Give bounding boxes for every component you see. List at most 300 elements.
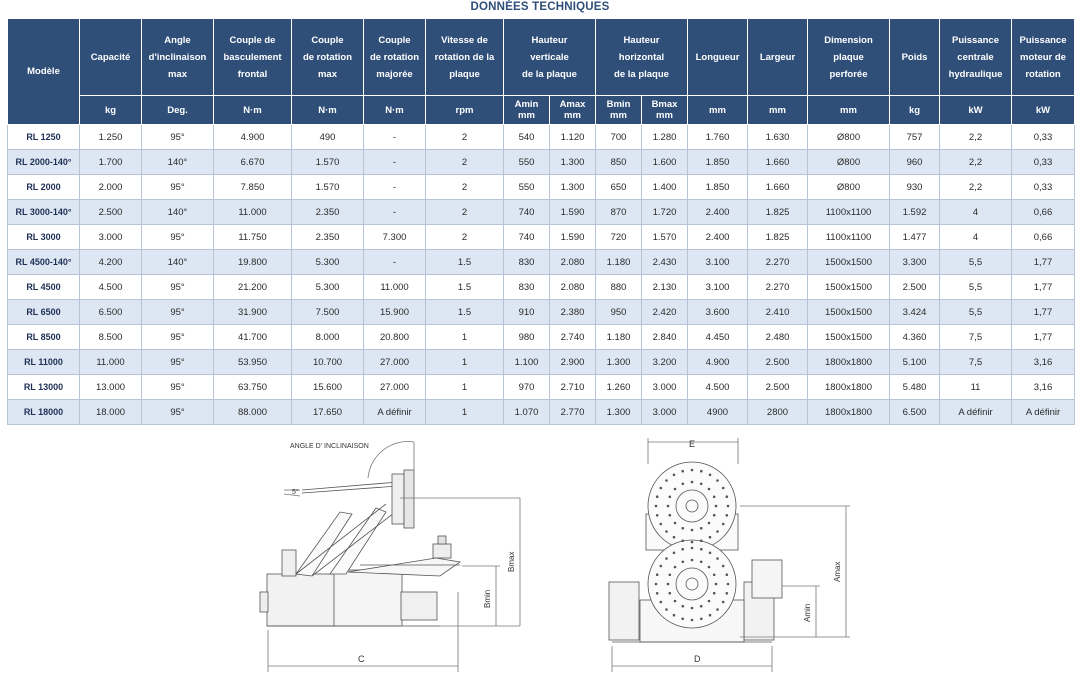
- table-cell: 1.570: [292, 150, 364, 175]
- table-cell: 11: [940, 375, 1012, 400]
- bolt-hole: [655, 505, 658, 508]
- bolt-hole: [673, 552, 676, 555]
- table-cell: 17.650: [292, 400, 364, 425]
- table-cell: 960: [890, 150, 940, 175]
- table-cell: 1.300: [550, 150, 596, 175]
- table-cell: 930: [890, 175, 940, 200]
- column-header-line: max: [167, 68, 187, 80]
- table-cell: 1.070: [504, 400, 550, 425]
- table-cell: 1.590: [550, 200, 596, 225]
- table-cell: 5,5: [940, 300, 1012, 325]
- column-header-line: Vitesse de: [441, 34, 488, 46]
- unit-header: Bmax mm: [642, 96, 688, 125]
- unit-header: kW: [940, 96, 1012, 125]
- unit-header: Bmin mm: [596, 96, 642, 125]
- table-cell: 970: [504, 375, 550, 400]
- angle-label: ANGLE D' INCLINAISON: [290, 443, 369, 450]
- table-row: [8, 150, 1075, 175]
- column-header-line: Hauteur: [531, 34, 568, 46]
- model-cell: RL 1250: [8, 125, 80, 150]
- table-cell: 7,5: [940, 325, 1012, 350]
- table-cell: 140°: [142, 150, 214, 175]
- table-cell: -: [364, 175, 426, 200]
- table-cell: 757: [890, 125, 940, 150]
- table-cell: 21.200: [214, 275, 292, 300]
- table-cell: A définir: [940, 400, 1012, 425]
- bolt-hole: [726, 592, 729, 595]
- table-cell: Ø800: [808, 175, 890, 200]
- bolt-hole: [709, 552, 712, 555]
- unit-header: kg: [890, 96, 940, 125]
- table-cell: 2.480: [748, 325, 808, 350]
- table-cell: 0,33: [1012, 175, 1075, 200]
- table-cell: 1.660: [748, 175, 808, 200]
- table-cell: 31.900: [214, 300, 292, 325]
- table-cell: 1.760: [688, 125, 748, 150]
- table-cell: 2.270: [748, 250, 808, 275]
- table-cell: 910: [504, 300, 550, 325]
- table-cell: 1500x1500: [808, 325, 890, 350]
- bolt-hole: [700, 527, 703, 530]
- table-cell: 1.300: [596, 400, 642, 425]
- bolt-hole: [691, 547, 694, 550]
- column-header-line: moteur de: [1020, 51, 1066, 63]
- bolt-hole: [713, 592, 716, 595]
- table-cell: 1.570: [642, 225, 688, 250]
- bolt-hole: [700, 548, 703, 551]
- bolt-hole: [700, 483, 703, 486]
- table-cell: -: [364, 250, 426, 275]
- table-cell: 5.300: [292, 250, 364, 275]
- table-cell: 2: [426, 125, 504, 150]
- table-cell: 830: [504, 275, 550, 300]
- bolt-hole: [727, 505, 730, 508]
- table-cell: 4.200: [80, 250, 142, 275]
- table-cell: 5.100: [890, 350, 940, 375]
- unit-header: kg: [80, 96, 142, 125]
- model-cell: RL 13000: [8, 375, 80, 400]
- column-header-line: de rotation: [302, 51, 353, 63]
- table-cell: 95°: [142, 375, 214, 400]
- table-cell: 88.000: [214, 400, 292, 425]
- model-cell: RL 4500: [8, 275, 80, 300]
- table-cell: 1: [426, 375, 504, 400]
- table-cell: 4.500: [688, 375, 748, 400]
- column-header-line: Capacité: [90, 51, 131, 63]
- dim-bmax-label: Bmax: [507, 551, 516, 572]
- table-cell: 2.400: [688, 225, 748, 250]
- bolt-hole: [665, 479, 668, 482]
- table-cell: 830: [504, 250, 550, 275]
- table-cell: 5,5: [940, 275, 1012, 300]
- table-cell: 4.900: [688, 350, 748, 375]
- table-cell: 720: [596, 225, 642, 250]
- column-header-line: majorée: [376, 68, 413, 80]
- table-cell: Ø800: [808, 150, 890, 175]
- column-header-line: Puissance: [1019, 34, 1067, 46]
- table-cell: 1,77: [1012, 325, 1075, 350]
- table-cell: 2,2: [940, 125, 1012, 150]
- bolt-hole: [700, 470, 703, 473]
- bolt-hole: [681, 548, 684, 551]
- bolt-hole: [667, 505, 670, 508]
- front-view-drawing: [609, 438, 850, 672]
- table-cell: 63.750: [214, 375, 292, 400]
- specs-table: [7, 18, 1075, 425]
- table-cell: 0,33: [1012, 125, 1075, 150]
- column-header: [426, 19, 504, 96]
- column-header: [940, 19, 1012, 96]
- table-cell: 95°: [142, 300, 214, 325]
- bolt-hole: [656, 495, 659, 498]
- column-header-line: de rotation: [369, 51, 420, 63]
- bolt-hole: [665, 557, 668, 560]
- table-cell: 95°: [142, 400, 214, 425]
- table-cell: 1.280: [642, 125, 688, 150]
- model-cell: RL 3000-140°: [8, 200, 80, 225]
- bolt-hole: [674, 600, 677, 603]
- bolt-hole: [691, 619, 694, 622]
- bolt-hole: [682, 483, 685, 486]
- table-cell: 1.590: [550, 225, 596, 250]
- bolt-hole: [722, 565, 725, 568]
- drawings-svg: [0, 432, 1080, 675]
- bolt-hole: [708, 522, 711, 525]
- side-view-drawing: [260, 442, 520, 672]
- table-cell: 3,16: [1012, 350, 1075, 375]
- column-header: [596, 19, 688, 96]
- column-header: [364, 19, 426, 96]
- table-cell: 95°: [142, 225, 214, 250]
- table-row: [8, 375, 1075, 400]
- bolt-hole: [716, 530, 719, 533]
- bolt-hole: [691, 529, 694, 532]
- table-cell: 2.350: [292, 200, 364, 225]
- table-row: [8, 175, 1075, 200]
- table-cell: 2.840: [642, 325, 688, 350]
- unit-header: mm: [748, 96, 808, 125]
- table-cell: 2,2: [940, 150, 1012, 175]
- bolt-hole: [713, 496, 716, 499]
- bolt-hole: [727, 583, 730, 586]
- table-cell: -: [364, 200, 426, 225]
- column-header-line: Dimension: [824, 34, 873, 46]
- table-cell: 4900: [688, 400, 748, 425]
- table-cell: 2.400: [688, 200, 748, 225]
- table-row: [8, 250, 1075, 275]
- column-header-line: horizontal: [618, 51, 665, 63]
- bolt-hole: [682, 605, 685, 608]
- bolt-hole: [673, 536, 676, 539]
- table-cell: -: [364, 150, 426, 175]
- column-header-line: Modèle: [27, 66, 60, 77]
- table-cell: 1500x1500: [808, 250, 890, 275]
- table-cell: 1.850: [688, 150, 748, 175]
- bolt-hole: [660, 523, 663, 526]
- column-header: [688, 19, 748, 96]
- table-cell: 1.600: [642, 150, 688, 175]
- table-cell: 1.300: [596, 350, 642, 375]
- table-cell: 4: [940, 200, 1012, 225]
- technical-drawings: [0, 432, 1080, 675]
- table-cell: 1: [426, 350, 504, 375]
- table-cell: 95°: [142, 175, 214, 200]
- column-header-line: max: [317, 68, 337, 80]
- bolt-hole: [700, 618, 703, 621]
- table-cell: 1.825: [748, 200, 808, 225]
- table-cell: 0,66: [1012, 200, 1075, 225]
- table-cell: 3.000: [80, 225, 142, 250]
- table-cell: 1.5: [426, 250, 504, 275]
- table-cell: 2.080: [550, 250, 596, 275]
- table-cell: 1800x1800: [808, 400, 890, 425]
- bolt-hole: [726, 495, 729, 498]
- table-cell: 740: [504, 225, 550, 250]
- bolt-hole: [674, 566, 677, 569]
- table-cell: 3.300: [890, 250, 940, 275]
- unit-header: mm: [808, 96, 890, 125]
- table-cell: 5.300: [292, 275, 364, 300]
- column-header-line: plaque: [833, 51, 864, 63]
- table-cell: 1.260: [596, 375, 642, 400]
- table-cell: 3,16: [1012, 375, 1075, 400]
- table-cell: 2.770: [550, 400, 596, 425]
- table-cell: 0,33: [1012, 150, 1075, 175]
- bolt-hole: [681, 618, 684, 621]
- table-cell: 550: [504, 150, 550, 175]
- bolt-hole: [669, 496, 672, 499]
- table-cell: 2.710: [550, 375, 596, 400]
- table-cell: 6.670: [214, 150, 292, 175]
- bolt-hole: [655, 583, 658, 586]
- bolt-hole: [700, 540, 703, 543]
- bolt-hole: [669, 574, 672, 577]
- bolt-hole: [691, 541, 694, 544]
- column-header-line: hydraulique: [948, 68, 1003, 80]
- table-cell: 1.300: [550, 175, 596, 200]
- column-header: [214, 19, 292, 96]
- table-cell: A définir: [1012, 400, 1075, 425]
- table-cell: 2.270: [748, 275, 808, 300]
- column-header-line: de la plaque: [522, 68, 577, 80]
- table-cell: 1.700: [80, 150, 142, 175]
- table-cell: 18.000: [80, 400, 142, 425]
- table-cell: 140°: [142, 200, 214, 225]
- table-cell: 1: [426, 325, 504, 350]
- table-cell: 2.000: [80, 175, 142, 200]
- table-cell: 41.700: [214, 325, 292, 350]
- column-header: [292, 19, 364, 96]
- table-cell: 2.080: [550, 275, 596, 300]
- column-header-line: d'inclinaison: [148, 51, 207, 63]
- table-cell: 740: [504, 200, 550, 225]
- table-cell: 850: [596, 150, 642, 175]
- table-cell: 2.500: [748, 375, 808, 400]
- column-header-line: plaque: [449, 68, 480, 80]
- column-header-line: Hauteur: [623, 34, 660, 46]
- dim-c-label: C: [358, 654, 365, 664]
- bolt-hole: [674, 488, 677, 491]
- table-cell: 490: [292, 125, 364, 150]
- bolt-hole: [669, 514, 672, 517]
- table-cell: 2: [426, 200, 504, 225]
- table-cell: 1,77: [1012, 250, 1075, 275]
- bolt-hole: [726, 573, 729, 576]
- bolt-hole: [682, 561, 685, 564]
- bolt-hole: [681, 540, 684, 543]
- unit-header: N·m: [292, 96, 364, 125]
- bolt-hole: [691, 469, 694, 472]
- table-cell: 11.750: [214, 225, 292, 250]
- table-cell: 7,5: [940, 350, 1012, 375]
- column-header: [748, 19, 808, 96]
- table-cell: 2800: [748, 400, 808, 425]
- bolt-hole: [673, 614, 676, 617]
- bolt-hole: [716, 608, 719, 611]
- table-cell: -: [364, 125, 426, 150]
- bolt-hole: [708, 600, 711, 603]
- table-cell: 1100x1100: [808, 225, 890, 250]
- bolt-hole: [716, 479, 719, 482]
- table-cell: 10.700: [292, 350, 364, 375]
- table-cell: 1.120: [550, 125, 596, 150]
- table-cell: 2,2: [940, 175, 1012, 200]
- bolt-hole: [660, 601, 663, 604]
- bolt-hole: [665, 608, 668, 611]
- bolt-hole: [722, 601, 725, 604]
- table-row: [8, 125, 1075, 150]
- bolt-hole: [708, 488, 711, 491]
- bolt-hole: [660, 565, 663, 568]
- table-cell: 3.200: [642, 350, 688, 375]
- table-cell: 1.400: [642, 175, 688, 200]
- bolt-hole: [715, 583, 718, 586]
- model-cell: RL 2000-140°: [8, 150, 80, 175]
- table-cell: 1.100: [504, 350, 550, 375]
- table-cell: 2.430: [642, 250, 688, 275]
- table-row: [8, 275, 1075, 300]
- column-header-line: basculement: [223, 51, 282, 63]
- column-header-line: Angle: [164, 34, 191, 46]
- table-cell: 1.850: [688, 175, 748, 200]
- bolt-hole: [656, 573, 659, 576]
- column-header: [890, 19, 940, 96]
- table-row: [8, 325, 1075, 350]
- column-header-line: Longueur: [695, 51, 740, 63]
- column-header-line: Puissance: [952, 34, 999, 46]
- table-cell: 2: [426, 150, 504, 175]
- tilt-angle-label: 5°: [292, 489, 299, 496]
- table-cell: 8.000: [292, 325, 364, 350]
- bolt-hole: [691, 481, 694, 484]
- bolt-hole: [726, 514, 729, 517]
- bolt-hole: [708, 566, 711, 569]
- table-cell: 550: [504, 175, 550, 200]
- model-cell: RL 3000: [8, 225, 80, 250]
- table-cell: 15.600: [292, 375, 364, 400]
- table-cell: 4.900: [214, 125, 292, 150]
- table-cell: 53.950: [214, 350, 292, 375]
- column-header-line: Largeur: [759, 51, 796, 63]
- table-cell: 1.825: [748, 225, 808, 250]
- table-cell: 870: [596, 200, 642, 225]
- column-header: [808, 19, 890, 96]
- column-header-line: verticale: [530, 51, 569, 63]
- table-row: [8, 200, 1075, 225]
- bolt-hole: [722, 487, 725, 490]
- table-cell: 95°: [142, 125, 214, 150]
- table-cell: 11.000: [80, 350, 142, 375]
- table-cell: 1,77: [1012, 300, 1075, 325]
- bolt-hole: [700, 605, 703, 608]
- bolt-hole: [709, 474, 712, 477]
- table-row: [8, 225, 1075, 250]
- table-cell: 8.500: [80, 325, 142, 350]
- column-header-line: Couple: [378, 34, 411, 46]
- table-cell: 7.300: [364, 225, 426, 250]
- table-cell: 95°: [142, 350, 214, 375]
- table-cell: 3.100: [688, 275, 748, 300]
- table-cell: 1.180: [596, 325, 642, 350]
- table-cell: 1.660: [748, 150, 808, 175]
- table-cell: 3.000: [642, 375, 688, 400]
- column-header-line: perforée: [829, 68, 868, 80]
- dim-d-label: D: [694, 654, 701, 664]
- table-cell: 540: [504, 125, 550, 150]
- table-cell: 1.5: [426, 300, 504, 325]
- table-cell: 2.500: [748, 350, 808, 375]
- table-cell: 2.740: [550, 325, 596, 350]
- table-row: [8, 400, 1075, 425]
- column-header-line: frontal: [237, 68, 268, 80]
- table-cell: 1.720: [642, 200, 688, 225]
- bolt-hole: [682, 527, 685, 530]
- unit-header: mm: [688, 96, 748, 125]
- bolt-hole: [674, 522, 677, 525]
- table-cell: 1: [426, 400, 504, 425]
- bolt-hole: [691, 607, 694, 610]
- table-cell: 2.130: [642, 275, 688, 300]
- table-cell: 13.000: [80, 375, 142, 400]
- bolt-hole: [713, 514, 716, 517]
- table-cell: 95°: [142, 325, 214, 350]
- column-header: [504, 19, 596, 96]
- bolt-hole: [656, 514, 659, 517]
- column-header-line: Couple de: [229, 34, 276, 46]
- column-header-line: rotation: [1025, 68, 1061, 80]
- table-cell: 19.800: [214, 250, 292, 275]
- column-header-line: de la plaque: [614, 68, 669, 80]
- table-cell: 20.800: [364, 325, 426, 350]
- table-cell: 1800x1800: [808, 375, 890, 400]
- table-cell: 11.000: [364, 275, 426, 300]
- table-unit-row: [8, 96, 1075, 125]
- model-cell: RL 18000: [8, 400, 80, 425]
- table-body: [8, 125, 1075, 425]
- table-cell: 4: [940, 225, 1012, 250]
- table-cell: 1.250: [80, 125, 142, 150]
- dim-e-label: E: [689, 439, 696, 449]
- table-cell: 2.900: [550, 350, 596, 375]
- table-cell: A définir: [364, 400, 426, 425]
- table-cell: 0,66: [1012, 225, 1075, 250]
- bolt-hole: [665, 530, 668, 533]
- dim-bmin-label: Bmin: [483, 589, 492, 608]
- column-header: [80, 19, 142, 96]
- table-cell: 1.592: [890, 200, 940, 225]
- column-header-line: Poids: [901, 51, 928, 63]
- column-header-line: rotation de la: [434, 51, 495, 63]
